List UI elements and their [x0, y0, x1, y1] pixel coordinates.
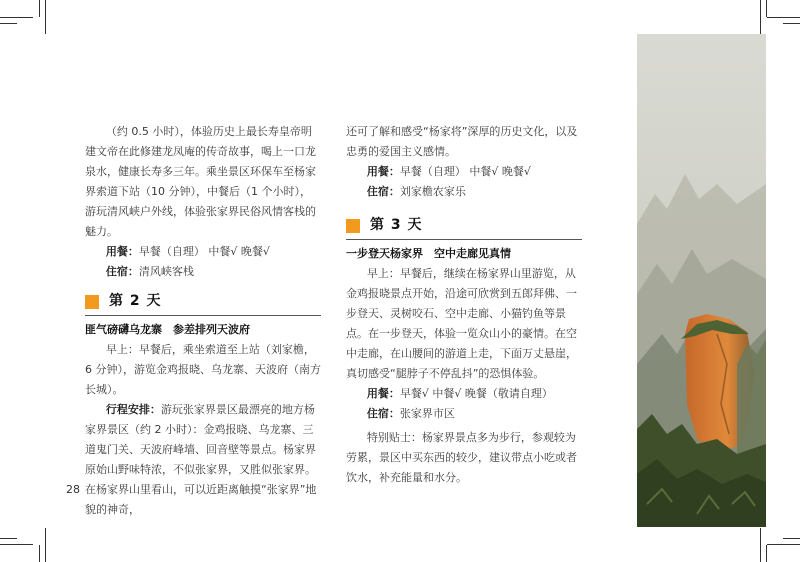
lodging-value: 刘家檐农家乐: [399, 185, 466, 198]
lodging-line: [346, 404, 582, 424]
crop-mark: [767, 544, 800, 545]
meals-value: 早餐√ 中餐√ 晚餐（敬请自理）: [399, 387, 553, 400]
crop-mark: [0, 17, 33, 18]
section-marker: [85, 295, 99, 309]
day2-itinerary: [85, 400, 321, 520]
intro-paragraph: （约 0.5 小时），体验历史上最长寿皇帝明建文帝在此修建龙凤庵的传奇故事，喝上一口龙泉水，健康长寿多三年。乘坐景区环保车至杨家界索道下站（10 分钟），中餐后（1 个小时），游玩清风峡户外线，体验张家界民俗风情客栈的魅力。: [85, 125, 316, 238]
crop-mark: [783, 538, 800, 539]
meals-value: 早餐（自理） 中餐√ 晚餐√: [399, 165, 531, 178]
day2-title: 第 2 天: [109, 293, 162, 309]
itinerary-label: 行程安排：: [105, 403, 161, 416]
crop-mark: [39, 0, 40, 17]
meals-line: [346, 162, 582, 182]
lodging-line: [85, 262, 321, 282]
lodging-label: 住宿：: [366, 407, 400, 420]
right-column: [346, 122, 582, 488]
day3-subtitle: 一步登天杨家界 空中走廊见真情: [346, 247, 511, 260]
crop-mark: [45, 528, 46, 562]
crop-mark: [45, 0, 46, 34]
crop-mark: [760, 528, 761, 562]
meals-label: 用餐：: [366, 165, 400, 178]
meals-line: [85, 242, 321, 262]
section-marker: [346, 219, 360, 233]
meals-value: 早餐（自理） 中餐√ 晚餐√: [138, 245, 270, 258]
crop-mark: [783, 23, 800, 24]
lodging-line: [346, 182, 582, 202]
day2-heading: [85, 292, 321, 314]
day3-title: 第 3 天: [370, 217, 423, 233]
continued-paragraph: 还可了解和感受“杨家将”深厚的历史文化，以及忠勇的爱国主义感情。: [346, 125, 578, 158]
itinerary-text: 游玩张家界景区最漂亮的地方杨家界景区（约 2 小时）：金鸡报晓、乌龙寨、三道鬼门关、天波府峰墙、回音壁等景点。杨家界原始山野味特浓，不似张家界，又胜似张家界。在杨家界山里看山，可以近距离触摸“张家界”地貌的神奇，: [85, 403, 317, 516]
day2-morning: 早上：早餐后，乘坐索道至上站（刘家檐，6 分钟），游览金鸡报晓、乌龙寨、天波府（南方长城）。: [85, 343, 321, 396]
lodging-value: 清风峡客栈: [138, 265, 194, 278]
crop-mark: [0, 23, 17, 24]
lodging-label: 住宿：: [366, 185, 400, 198]
lodging-value: 张家界市区: [399, 407, 455, 420]
meals-label: 用餐：: [105, 245, 139, 258]
crop-mark: [766, 545, 767, 562]
crop-mark: [760, 0, 761, 34]
day3-morning: 早上：早餐后，继续在杨家界山里游览，从金鸡报晓景点开始，沿途可欣赏到五郎拜佛、一步登天、灵树咬石、空中走廊、小猫钓鱼等景点。在一步登天，体验一览众山小的豪情。在空中走廊，在山腰间的游道上走，下面万丈悬崖，真切感受“腿脖子不停乱抖”的恐惧体验。: [346, 267, 577, 380]
lodging-label: 住宿：: [105, 265, 139, 278]
crop-mark: [766, 0, 767, 17]
day3-heading: [346, 216, 582, 238]
crop-mark: [767, 17, 800, 18]
meals-line: [346, 384, 582, 404]
crop-mark: [0, 538, 17, 539]
page-number: 28: [66, 483, 80, 496]
landscape-photo: [637, 34, 766, 527]
meals-label: 用餐：: [366, 387, 400, 400]
section-rule: [346, 239, 582, 240]
crop-mark: [0, 544, 33, 545]
mountain-photo-illustration: [637, 34, 766, 527]
special-tip: 特别贴士：杨家界景点多为步行，参观较为劳累，景区中买东西的较少，建议带点小吃或者饮水，补充能量和水分。: [346, 431, 577, 484]
crop-mark: [39, 545, 40, 562]
section-rule: [85, 315, 321, 316]
day2-subtitle: 匪气磅礴乌龙寨 参差排列天波府: [85, 323, 250, 336]
left-column: [85, 122, 321, 520]
